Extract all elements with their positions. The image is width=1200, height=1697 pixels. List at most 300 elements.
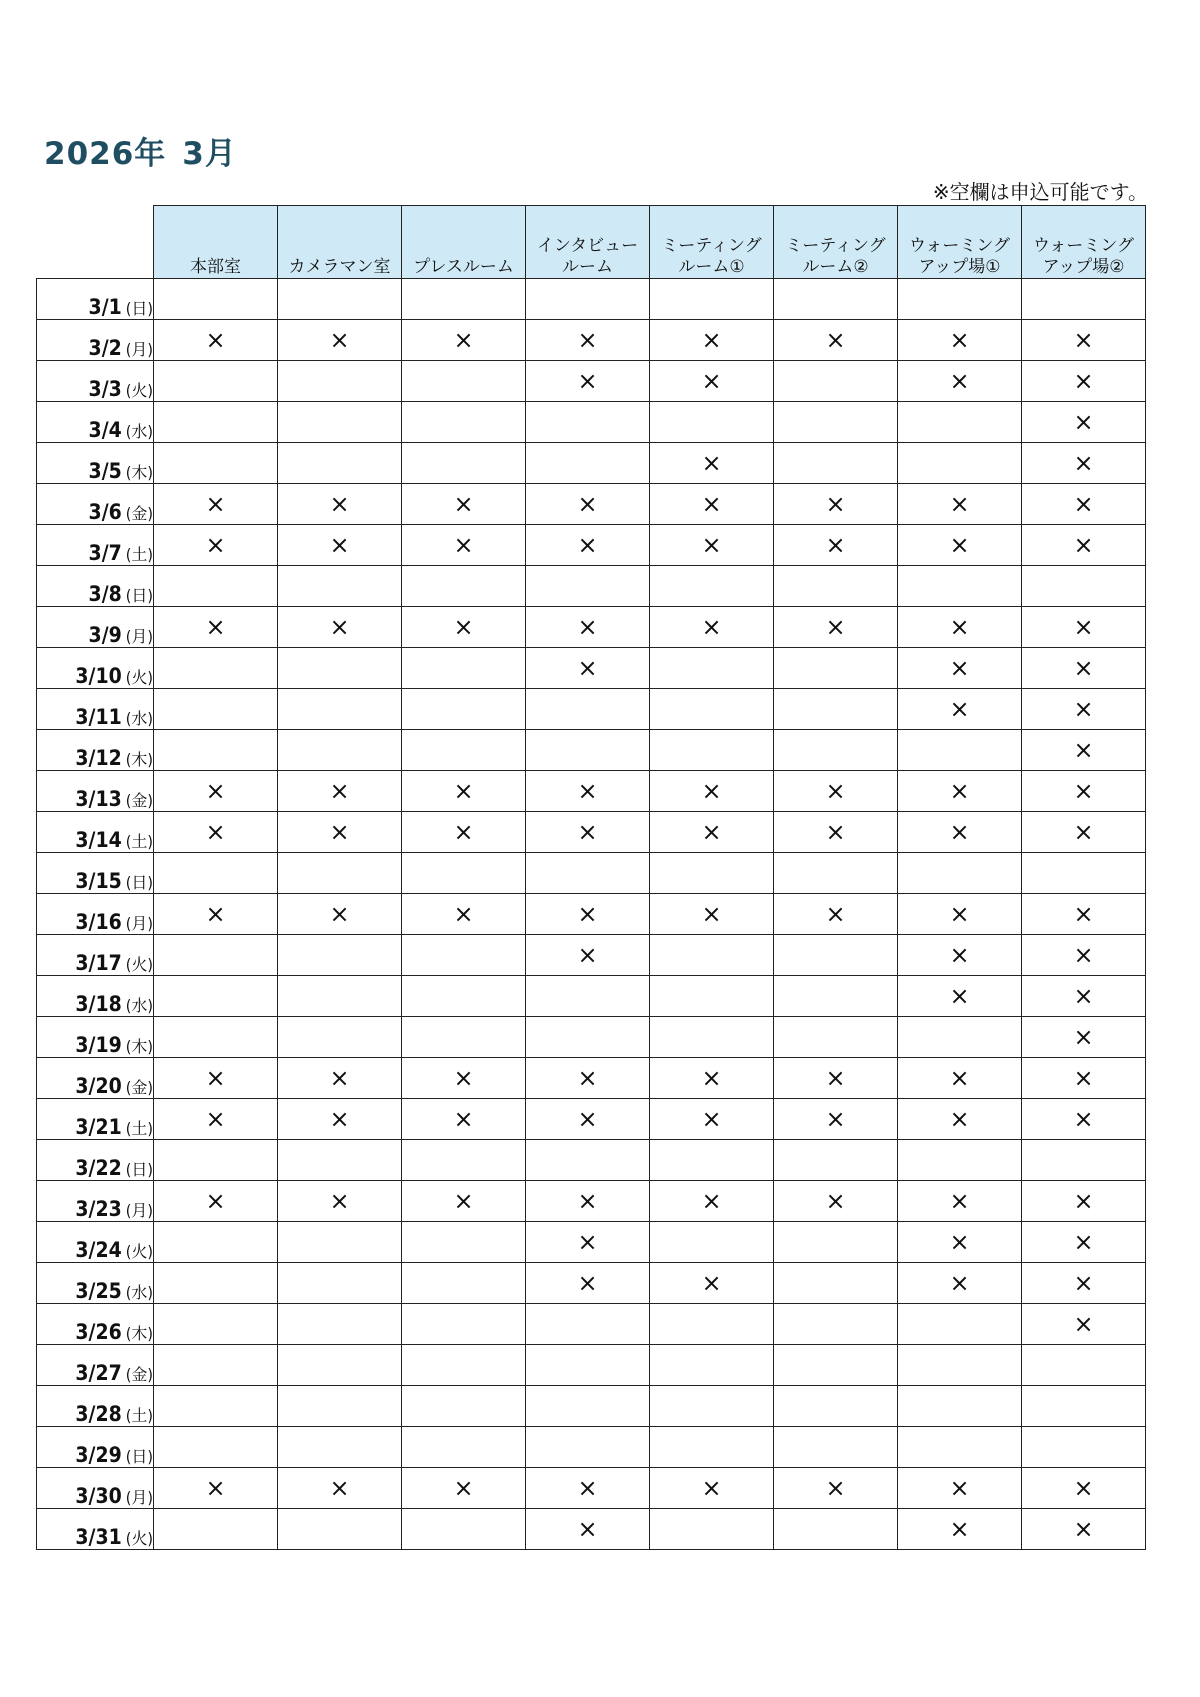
available-cell	[154, 1509, 278, 1550]
available-cell	[774, 730, 898, 771]
weekday-label: (火)	[125, 1529, 153, 1548]
booked-cell: ×	[1022, 935, 1146, 976]
available-cell	[278, 689, 402, 730]
table-row	[37, 1304, 1146, 1345]
booked-cell: ×	[650, 320, 774, 361]
available-cell	[154, 1386, 278, 1427]
booked-cell: ×	[1022, 1509, 1146, 1550]
available-cell	[650, 689, 774, 730]
booked-cell: ×	[526, 1058, 650, 1099]
date-cell	[37, 1017, 154, 1058]
available-cell	[278, 935, 402, 976]
weekday-label: (木)	[125, 1324, 153, 1343]
table-row	[37, 566, 1146, 607]
table-row	[37, 1099, 1146, 1140]
availability-note: ※空欄は申込可能です。	[932, 180, 1148, 204]
available-cell	[154, 648, 278, 689]
weekday-label: (金)	[125, 1365, 153, 1384]
booked-cell: ×	[898, 771, 1022, 812]
booked-cell: ×	[154, 525, 278, 566]
booked-cell: ×	[898, 935, 1022, 976]
available-cell	[774, 1427, 898, 1468]
booked-cell: ×	[774, 1181, 898, 1222]
available-cell	[278, 1386, 402, 1427]
booked-cell: ×	[278, 1468, 402, 1509]
booked-cell: ×	[154, 484, 278, 525]
available-cell	[774, 566, 898, 607]
date-label: 3/10	[75, 664, 122, 688]
booked-cell: ×	[898, 648, 1022, 689]
table-row	[37, 279, 1146, 320]
available-cell	[774, 648, 898, 689]
available-cell	[1022, 1345, 1146, 1386]
date-label: 3/20	[75, 1074, 122, 1098]
booked-cell: ×	[154, 1099, 278, 1140]
weekday-label: (木)	[125, 750, 153, 769]
available-cell	[898, 279, 1022, 320]
table-row	[37, 1017, 1146, 1058]
available-cell	[154, 1017, 278, 1058]
available-cell	[650, 1345, 774, 1386]
weekday-label: (金)	[125, 1078, 153, 1097]
available-cell	[154, 402, 278, 443]
booked-cell: ×	[1022, 1468, 1146, 1509]
booked-cell: ×	[278, 812, 402, 853]
table-row	[37, 1509, 1146, 1550]
booked-cell: ×	[526, 1099, 650, 1140]
date-label: 3/22	[75, 1156, 122, 1180]
booked-cell: ×	[278, 1058, 402, 1099]
available-cell	[526, 1017, 650, 1058]
booked-cell: ×	[1022, 1304, 1146, 1345]
available-cell	[278, 566, 402, 607]
available-cell	[650, 1017, 774, 1058]
available-cell	[278, 279, 402, 320]
available-cell	[402, 853, 526, 894]
available-cell	[526, 1304, 650, 1345]
available-cell	[526, 1427, 650, 1468]
available-cell	[774, 1304, 898, 1345]
available-cell	[774, 935, 898, 976]
date-label: 3/15	[75, 869, 122, 893]
available-cell	[526, 443, 650, 484]
table-row	[37, 607, 1146, 648]
date-cell	[37, 320, 154, 361]
date-cell	[37, 1058, 154, 1099]
table-row	[37, 1427, 1146, 1468]
booked-cell: ×	[650, 607, 774, 648]
table-row	[37, 1058, 1146, 1099]
available-cell	[898, 1427, 1022, 1468]
weekday-label: (日)	[125, 873, 153, 892]
date-label: 3/12	[75, 746, 122, 770]
date-label: 3/9	[88, 623, 122, 647]
available-cell	[402, 402, 526, 443]
weekday-label: (土)	[125, 832, 153, 851]
booked-cell: ×	[898, 894, 1022, 935]
booked-cell: ×	[1022, 1263, 1146, 1304]
date-label: 3/6	[88, 500, 122, 524]
booked-cell: ×	[1022, 1181, 1146, 1222]
booked-cell: ×	[898, 320, 1022, 361]
booked-cell: ×	[154, 320, 278, 361]
available-cell	[526, 402, 650, 443]
date-label: 3/17	[75, 951, 122, 975]
page-title	[44, 128, 237, 173]
available-cell	[402, 976, 526, 1017]
booked-cell: ×	[154, 812, 278, 853]
booked-cell: ×	[1022, 689, 1146, 730]
booked-cell: ×	[650, 443, 774, 484]
available-cell	[898, 1017, 1022, 1058]
header-row	[37, 206, 1146, 279]
available-cell	[774, 689, 898, 730]
date-label: 3/29	[75, 1443, 122, 1467]
available-cell	[402, 1222, 526, 1263]
available-cell	[526, 279, 650, 320]
table-row	[37, 812, 1146, 853]
booked-cell: ×	[774, 894, 898, 935]
booked-cell: ×	[402, 894, 526, 935]
booked-cell: ×	[526, 1181, 650, 1222]
date-cell	[37, 935, 154, 976]
booked-cell: ×	[526, 484, 650, 525]
available-cell	[650, 566, 774, 607]
booked-cell: ×	[402, 607, 526, 648]
available-cell	[1022, 1427, 1146, 1468]
date-label: 3/23	[75, 1197, 122, 1221]
weekday-label: (月)	[125, 627, 153, 646]
available-cell	[898, 1345, 1022, 1386]
booked-cell: ×	[526, 525, 650, 566]
date-cell	[37, 566, 154, 607]
booked-cell: ×	[278, 1099, 402, 1140]
available-cell	[154, 976, 278, 1017]
weekday-label: (日)	[125, 586, 153, 605]
date-cell	[37, 484, 154, 525]
date-label: 3/31	[75, 1525, 122, 1549]
available-cell	[774, 1017, 898, 1058]
available-cell	[278, 1345, 402, 1386]
available-cell	[154, 1263, 278, 1304]
date-cell	[37, 648, 154, 689]
booked-cell: ×	[650, 361, 774, 402]
booked-cell: ×	[278, 607, 402, 648]
table-row	[37, 1222, 1146, 1263]
booked-cell: ×	[898, 1222, 1022, 1263]
booked-cell: ×	[774, 1058, 898, 1099]
date-label: 3/13	[75, 787, 122, 811]
available-cell	[278, 1509, 402, 1550]
column-header-interview-room: インタビュー ルーム	[526, 206, 650, 279]
weekday-label: (土)	[125, 1406, 153, 1425]
available-cell	[278, 402, 402, 443]
booked-cell: ×	[650, 1468, 774, 1509]
weekday-label: (金)	[125, 791, 153, 810]
booked-cell: ×	[278, 484, 402, 525]
weekday-label: (火)	[125, 668, 153, 687]
date-cell	[37, 1345, 154, 1386]
date-cell	[37, 853, 154, 894]
available-cell	[402, 1304, 526, 1345]
weekday-label: (月)	[125, 914, 153, 933]
available-cell	[774, 279, 898, 320]
date-cell	[37, 279, 154, 320]
available-cell	[650, 935, 774, 976]
booked-cell: ×	[526, 607, 650, 648]
table-row	[37, 1140, 1146, 1181]
booked-cell: ×	[1022, 361, 1146, 402]
booked-cell: ×	[1022, 525, 1146, 566]
date-cell	[37, 771, 154, 812]
booked-cell: ×	[898, 1263, 1022, 1304]
available-cell	[278, 1017, 402, 1058]
available-cell	[402, 279, 526, 320]
weekday-label: (水)	[125, 996, 153, 1015]
date-label: 3/14	[75, 828, 122, 852]
available-cell	[154, 853, 278, 894]
available-cell	[650, 1304, 774, 1345]
table-row	[37, 689, 1146, 730]
available-cell	[402, 1386, 526, 1427]
available-cell	[650, 1427, 774, 1468]
date-cell	[37, 689, 154, 730]
available-cell	[774, 1509, 898, 1550]
date-cell	[37, 1304, 154, 1345]
available-cell	[526, 689, 650, 730]
date-cell	[37, 1222, 154, 1263]
available-cell	[650, 279, 774, 320]
available-cell	[898, 853, 1022, 894]
available-cell	[526, 853, 650, 894]
booked-cell: ×	[650, 894, 774, 935]
available-cell	[278, 361, 402, 402]
booked-cell: ×	[774, 1099, 898, 1140]
date-cell	[37, 1386, 154, 1427]
table-row	[37, 1263, 1146, 1304]
weekday-label: (木)	[125, 1037, 153, 1056]
available-cell	[402, 935, 526, 976]
booked-cell: ×	[650, 1099, 774, 1140]
column-header-meeting-room-1: ミーティング ルーム①	[650, 206, 774, 279]
table-row	[37, 525, 1146, 566]
booked-cell: ×	[154, 1468, 278, 1509]
date-label: 3/19	[75, 1033, 122, 1057]
schedule-table	[36, 205, 1146, 1550]
date-label: 3/4	[88, 418, 122, 442]
booked-cell: ×	[1022, 812, 1146, 853]
weekday-label: (日)	[125, 1160, 153, 1179]
available-cell	[774, 853, 898, 894]
available-cell	[402, 1263, 526, 1304]
date-label: 3/30	[75, 1484, 122, 1508]
available-cell	[154, 279, 278, 320]
date-label: 3/28	[75, 1402, 122, 1426]
available-cell	[526, 730, 650, 771]
available-cell	[154, 1304, 278, 1345]
booked-cell: ×	[402, 525, 526, 566]
available-cell	[402, 1017, 526, 1058]
weekday-label: (月)	[125, 340, 153, 359]
booked-cell: ×	[1022, 648, 1146, 689]
available-cell	[278, 1304, 402, 1345]
available-cell	[402, 689, 526, 730]
booked-cell: ×	[278, 894, 402, 935]
available-cell	[154, 1222, 278, 1263]
booked-cell: ×	[526, 648, 650, 689]
booked-cell: ×	[154, 1058, 278, 1099]
available-cell	[278, 648, 402, 689]
available-cell	[402, 566, 526, 607]
available-cell	[650, 1140, 774, 1181]
weekday-label: (土)	[125, 1119, 153, 1138]
date-cell	[37, 607, 154, 648]
table-row	[37, 1468, 1146, 1509]
title-month: 3月	[182, 136, 237, 172]
column-header-honbu: 本部室	[154, 206, 278, 279]
column-header-warmup-1: ウォーミング アップ場①	[898, 206, 1022, 279]
available-cell	[278, 976, 402, 1017]
date-cell	[37, 1099, 154, 1140]
available-cell	[154, 361, 278, 402]
date-label: 3/8	[88, 582, 122, 606]
date-cell	[37, 894, 154, 935]
booked-cell: ×	[650, 1263, 774, 1304]
schedule-body	[37, 279, 1146, 1550]
booked-cell: ×	[1022, 1099, 1146, 1140]
table-row	[37, 853, 1146, 894]
available-cell	[402, 730, 526, 771]
available-cell	[650, 648, 774, 689]
available-cell	[898, 1304, 1022, 1345]
booked-cell: ×	[526, 361, 650, 402]
booked-cell: ×	[774, 1468, 898, 1509]
date-cell	[37, 525, 154, 566]
available-cell	[650, 1509, 774, 1550]
booked-cell: ×	[1022, 607, 1146, 648]
column-header-press-room: プレスルーム	[402, 206, 526, 279]
booked-cell: ×	[402, 812, 526, 853]
date-cell	[37, 443, 154, 484]
booked-cell: ×	[774, 812, 898, 853]
booked-cell: ×	[526, 320, 650, 361]
available-cell	[650, 853, 774, 894]
booked-cell: ×	[402, 1181, 526, 1222]
booked-cell: ×	[898, 607, 1022, 648]
available-cell	[154, 935, 278, 976]
available-cell	[154, 1140, 278, 1181]
table-row	[37, 730, 1146, 771]
booked-cell: ×	[1022, 320, 1146, 361]
weekday-label: (日)	[125, 1447, 153, 1466]
available-cell	[402, 361, 526, 402]
date-label: 3/16	[75, 910, 122, 934]
weekday-label: (火)	[125, 381, 153, 400]
weekday-label: (月)	[125, 1488, 153, 1507]
weekday-label: (金)	[125, 504, 153, 523]
available-cell	[154, 1345, 278, 1386]
booked-cell: ×	[774, 484, 898, 525]
weekday-label: (月)	[125, 1201, 153, 1220]
available-cell	[774, 1263, 898, 1304]
booked-cell: ×	[402, 1468, 526, 1509]
booked-cell: ×	[526, 1222, 650, 1263]
title-year: 2026年	[44, 136, 167, 172]
booked-cell: ×	[1022, 730, 1146, 771]
available-cell	[898, 402, 1022, 443]
table-row	[37, 648, 1146, 689]
weekday-label: (水)	[125, 422, 153, 441]
weekday-label: (火)	[125, 1242, 153, 1261]
booked-cell: ×	[526, 1263, 650, 1304]
booked-cell: ×	[154, 771, 278, 812]
date-label: 3/27	[75, 1361, 122, 1385]
booked-cell: ×	[1022, 402, 1146, 443]
table-row	[37, 935, 1146, 976]
available-cell	[278, 1427, 402, 1468]
available-cell	[278, 443, 402, 484]
booked-cell: ×	[1022, 1222, 1146, 1263]
column-header-meeting-room-2: ミーティング ルーム②	[774, 206, 898, 279]
available-cell	[402, 1427, 526, 1468]
table-row	[37, 361, 1146, 402]
booked-cell: ×	[1022, 484, 1146, 525]
date-label: 3/7	[88, 541, 122, 565]
booked-cell: ×	[774, 525, 898, 566]
booked-cell: ×	[402, 1058, 526, 1099]
available-cell	[1022, 279, 1146, 320]
available-cell	[898, 566, 1022, 607]
booked-cell: ×	[1022, 894, 1146, 935]
table-row	[37, 443, 1146, 484]
booked-cell: ×	[278, 525, 402, 566]
available-cell	[774, 976, 898, 1017]
booked-cell: ×	[898, 525, 1022, 566]
date-cell	[37, 361, 154, 402]
booked-cell: ×	[650, 1181, 774, 1222]
available-cell	[154, 443, 278, 484]
booked-cell: ×	[154, 894, 278, 935]
date-label: 3/21	[75, 1115, 122, 1139]
booked-cell: ×	[402, 1099, 526, 1140]
date-label: 3/1	[88, 295, 122, 319]
date-cell	[37, 976, 154, 1017]
table-row	[37, 320, 1146, 361]
booked-cell: ×	[650, 771, 774, 812]
available-cell	[898, 1386, 1022, 1427]
available-cell	[1022, 1140, 1146, 1181]
weekday-label: (火)	[125, 955, 153, 974]
available-cell	[278, 730, 402, 771]
available-cell	[154, 730, 278, 771]
booked-cell: ×	[650, 484, 774, 525]
booked-cell: ×	[526, 1509, 650, 1550]
booked-cell: ×	[898, 361, 1022, 402]
available-cell	[154, 1427, 278, 1468]
weekday-label: (土)	[125, 545, 153, 564]
booked-cell: ×	[154, 1181, 278, 1222]
date-cell	[37, 812, 154, 853]
booked-cell: ×	[1022, 976, 1146, 1017]
available-cell	[526, 1386, 650, 1427]
available-cell	[650, 1222, 774, 1263]
available-cell	[278, 1263, 402, 1304]
available-cell	[154, 689, 278, 730]
booked-cell: ×	[526, 771, 650, 812]
table-row	[37, 1386, 1146, 1427]
booked-cell: ×	[898, 689, 1022, 730]
date-cell	[37, 1427, 154, 1468]
